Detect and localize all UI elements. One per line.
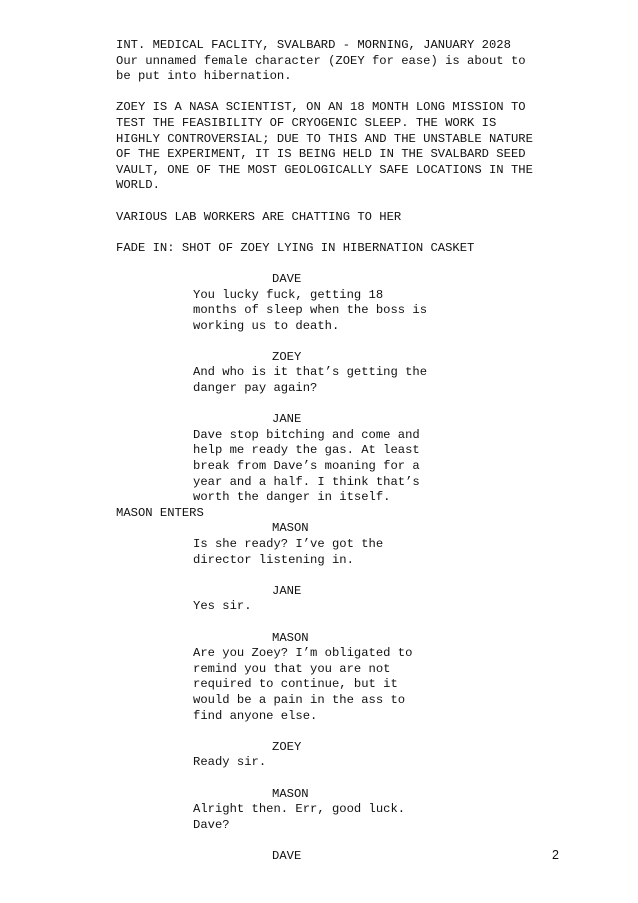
scene-heading: INT. MEDICAL FACLITY, SVALBARD - MORNING, JANUARY 2028 <box>116 38 511 52</box>
dialogue-line: director listening in. <box>193 552 354 567</box>
character-name-mason: MASON <box>272 630 309 645</box>
spacer <box>116 833 586 849</box>
description-line: ZOEY IS A NASA SCIENTIST, ON AN 18 MONTH LONG MISSION TO <box>116 100 526 115</box>
description-line: HIGHLY CONTROVERSIAL; DUE TO THIS AND THE UNSTABLE NATURE <box>116 131 533 146</box>
character-name-zoey: ZOEY <box>272 349 302 364</box>
dialogue-line: working us to death. <box>193 318 340 333</box>
dialogue-line: Dave? <box>193 817 230 832</box>
dialogue-line: year and a half. I think that’s <box>193 474 420 489</box>
character-name-mason: MASON <box>272 521 309 536</box>
dialogue-line: You lucky fuck, getting 18 <box>193 287 384 302</box>
spacer <box>116 397 586 413</box>
spacer <box>116 85 586 101</box>
dialogue-line: required to continue, but it <box>193 677 398 692</box>
spacer <box>116 225 586 241</box>
spacer <box>116 194 586 210</box>
character-name-mason: MASON <box>272 786 309 801</box>
page-number: 2 <box>552 848 559 862</box>
description-line: WORLD. <box>116 178 160 193</box>
transition-line: FADE IN: SHOT OF ZOEY LYING IN HIBERNATION CASKET <box>116 240 475 255</box>
spacer <box>116 724 586 740</box>
character-name-zoey: ZOEY <box>272 739 302 754</box>
spacer <box>116 334 586 350</box>
dialogue-line: Is she ready? I’ve got the <box>193 537 384 551</box>
spacer <box>116 256 586 272</box>
dialogue-line: And who is it that’s getting the <box>193 365 428 380</box>
dialogue-line: would be a pain in the ass to <box>193 692 406 707</box>
dialogue-line: break from Dave’s moaning for a <box>193 459 420 474</box>
dialogue-line: Ready sir. <box>193 755 267 770</box>
character-name-jane: JANE <box>272 412 302 427</box>
dialogue-line: worth the danger in itself. <box>193 490 391 505</box>
character-name-dave: DAVE <box>272 271 302 286</box>
action-line: MASON ENTERS <box>116 505 204 520</box>
dialogue-line: find anyone else. <box>193 708 318 723</box>
description-line: VAULT, ONE OF THE MOST GEOLOGICALLY SAFE LOCATIONS IN THE <box>116 162 533 177</box>
screenplay-body <box>116 38 586 864</box>
character-name-dave: DAVE <box>272 848 302 863</box>
dialogue-line: remind you that you are not <box>193 661 391 676</box>
description-line: TEST THE FEASIBILITY OF CRYOGENIC SLEEP. THE WORK IS <box>116 115 497 130</box>
description-line: OF THE EXPERIMENT, IT IS BEING HELD IN THE SVALBARD SEED <box>116 147 526 162</box>
spacer <box>116 771 586 787</box>
dialogue-line: help me ready the gas. At least <box>193 443 420 458</box>
dialogue-line: months of sleep when the boss is <box>193 303 428 318</box>
action-line: VARIOUS LAB WORKERS ARE CHATTING TO HER <box>116 209 402 224</box>
spacer <box>116 568 586 584</box>
dialogue-line: Yes sir. <box>193 599 252 614</box>
intro-line: Our unnamed female character (ZOEY for ease) is about to <box>116 53 526 68</box>
dialogue-line: Alright then. Err, good luck. <box>193 802 406 817</box>
dialogue-line: danger pay again? <box>193 381 318 396</box>
character-name-jane: JANE <box>272 583 302 598</box>
dialogue-line: Dave stop bitching and come and <box>193 427 420 442</box>
intro-line: be put into hibernation. <box>116 69 292 84</box>
dialogue-line: Are you Zoey? I’m obligated to <box>193 646 413 661</box>
spacer <box>116 615 586 631</box>
